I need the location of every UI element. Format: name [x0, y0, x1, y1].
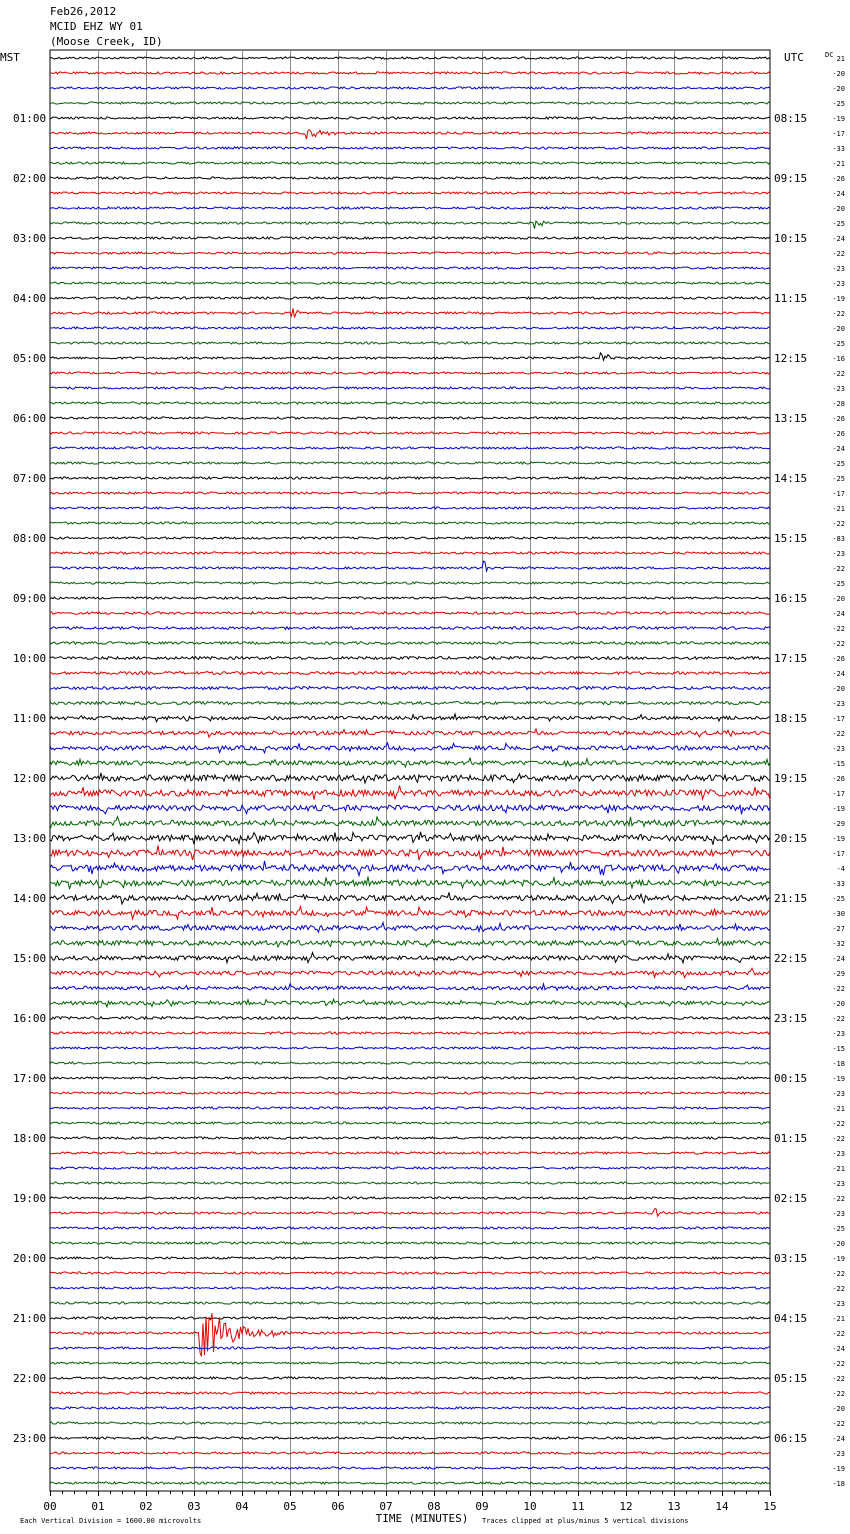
- x-tick-label: 04: [235, 1500, 249, 1513]
- mst-hour-label: 23:00: [13, 1432, 47, 1445]
- x-tick-label: 05: [283, 1500, 297, 1513]
- mst-hour-label: 02:00: [13, 172, 47, 185]
- seismic-trace: [50, 1209, 770, 1216]
- dc-offset-value: -28: [832, 400, 845, 408]
- seismic-trace: [50, 773, 770, 783]
- mst-hour-label: 15:00: [13, 952, 47, 965]
- utc-hour-label: 09:15: [774, 172, 808, 185]
- utc-hour-label: 16:15: [774, 592, 808, 605]
- seismic-trace: [50, 743, 770, 753]
- mst-hour-label: 20:00: [13, 1252, 47, 1265]
- dc-offset-value: -19: [832, 1075, 845, 1083]
- dc-offset-value: -20: [832, 685, 845, 693]
- dc-offset-value: -18: [832, 1060, 845, 1068]
- seismic-trace: [50, 1422, 770, 1424]
- seismic-trace: [50, 402, 770, 404]
- seismic-trace: [50, 1227, 770, 1229]
- dc-offset-value: -22: [832, 1120, 845, 1128]
- mst-hour-label: 01:00: [13, 112, 47, 125]
- utc-hour-label: 12:15: [774, 352, 808, 365]
- dc-offset-value: -22: [832, 520, 845, 528]
- seismic-trace: [50, 1122, 770, 1124]
- mst-hour-label: 05:00: [13, 352, 47, 365]
- x-tick-label: 06: [331, 1500, 345, 1513]
- dc-offset-value: -21: [832, 1105, 845, 1113]
- seismic-trace: [50, 252, 770, 254]
- seismic-trace: [50, 297, 770, 299]
- dc-offset-value: -24: [832, 445, 845, 453]
- seismic-trace: [50, 102, 770, 104]
- dc-offset-value: -19: [832, 1255, 845, 1263]
- seismic-trace: [50, 805, 770, 814]
- seismic-trace: [50, 537, 770, 539]
- dc-offset-value: -26: [832, 415, 845, 423]
- seismic-trace: [50, 447, 770, 449]
- dc-offset-value: -19: [832, 295, 845, 303]
- seismic-trace: [50, 817, 770, 830]
- seismic-trace: [50, 57, 770, 59]
- dc-offset-value: -22: [832, 1360, 845, 1368]
- dc-offset-value: -17: [832, 130, 845, 138]
- dc-offset-value: -83: [832, 535, 845, 543]
- dc-offset-value: -23: [832, 550, 845, 558]
- dc-offset-value: -23: [832, 1450, 845, 1458]
- seismic-trace: [50, 657, 770, 660]
- dc-offset-value: -27: [832, 925, 845, 933]
- dc-offset-value: -20: [832, 1240, 845, 1248]
- dc-offset-value: -22: [832, 1330, 845, 1338]
- dc-offset-value: -22: [832, 1390, 845, 1398]
- seismic-trace: [50, 1047, 770, 1049]
- utc-hour-label: 02:15: [774, 1192, 808, 1205]
- mst-hour-label: 03:00: [13, 232, 47, 245]
- dc-offset-value: -25: [832, 340, 845, 348]
- dc-offset-value: -19: [832, 1465, 845, 1473]
- seismic-trace: [50, 1287, 770, 1289]
- seismic-trace: [50, 1377, 770, 1379]
- vertical-division-note: Each Vertical Division = 1600.00 microvolts: [20, 1517, 202, 1525]
- chart-date: Feb26,2012: [50, 5, 117, 18]
- mst-hour-label: 18:00: [13, 1132, 47, 1145]
- mst-hour-label: 06:00: [13, 412, 47, 425]
- seismic-trace: [50, 267, 770, 269]
- seismic-trace: [50, 1032, 770, 1034]
- dc-offset-value: -33: [832, 880, 845, 888]
- seismic-trace: [50, 117, 770, 119]
- dc-offset-value: -22: [832, 640, 845, 648]
- seismic-trace: [50, 177, 770, 179]
- dc-offset-value: -15: [832, 760, 845, 768]
- dc-offset-value: -24: [832, 610, 845, 618]
- seismic-trace: [50, 147, 770, 149]
- dc-offset-value: -22: [832, 730, 845, 738]
- mst-hour-label: 08:00: [13, 532, 47, 545]
- dc-offset-value: -32: [832, 940, 845, 948]
- mst-hour-label: 19:00: [13, 1192, 47, 1205]
- dc-offset-value: -22: [832, 250, 845, 258]
- dc-offset-value: -20: [832, 595, 845, 603]
- seismic-trace: [50, 221, 770, 229]
- dc-offset-value: 21: [836, 55, 845, 63]
- x-tick-label: 01: [91, 1500, 105, 1513]
- seismic-trace: [50, 1077, 770, 1079]
- x-tick-label: 15: [763, 1500, 777, 1513]
- mst-hour-label: 13:00: [13, 832, 47, 845]
- x-axis-title: TIME (MINUTES): [375, 1512, 469, 1525]
- dc-offset-value: -22: [832, 985, 845, 993]
- dc-offset-value: -26: [832, 775, 845, 783]
- dc-offset-value: -17: [832, 715, 845, 723]
- seismic-trace: [50, 892, 770, 904]
- seismic-trace: [50, 1092, 770, 1094]
- mst-hour-label: 17:00: [13, 1072, 47, 1085]
- dc-offset-value: -25: [832, 580, 845, 588]
- seismic-trace: [50, 552, 770, 554]
- station-location: (Moose Creek, ID): [50, 35, 163, 48]
- seismic-trace: [50, 308, 770, 317]
- utc-hour-label: 14:15: [774, 472, 808, 485]
- dc-offset-value: -25: [832, 895, 845, 903]
- dc-label: DC: [825, 51, 834, 59]
- seismic-trace: [50, 1152, 770, 1154]
- seismic-trace: [50, 1062, 770, 1064]
- dc-offset-value: -19: [832, 835, 845, 843]
- utc-hour-label: 05:15: [774, 1372, 808, 1385]
- seismic-trace: [50, 923, 770, 933]
- x-tick-label: 09: [475, 1500, 489, 1513]
- seismic-trace: [50, 906, 770, 919]
- x-tick-label: 00: [43, 1500, 57, 1513]
- dc-offset-value: -23: [832, 280, 845, 288]
- seismic-trace: [50, 612, 770, 614]
- dc-offset-value: -21: [832, 160, 845, 168]
- seismic-trace: [50, 1242, 770, 1244]
- mst-hour-label: 16:00: [13, 1012, 47, 1025]
- dc-offset-value: -4: [836, 865, 845, 873]
- dc-offset-value: -17: [832, 790, 845, 798]
- x-tick-label: 13: [667, 1500, 681, 1513]
- dc-offset-value: -22: [832, 1285, 845, 1293]
- seismic-trace: [50, 1467, 770, 1469]
- seismic-trace: [50, 1482, 770, 1484]
- dc-offset-value: -20: [832, 85, 845, 93]
- dc-offset-value: -20: [832, 1000, 845, 1008]
- seismic-trace: [50, 702, 770, 705]
- seismic-trace: [50, 72, 770, 74]
- dc-offset-value: -15: [832, 1045, 845, 1053]
- dc-offset-value: -23: [832, 1300, 845, 1308]
- dc-offset-value: -22: [832, 1420, 845, 1428]
- dc-offset-value: -23: [832, 1210, 845, 1218]
- mst-hour-label: 10:00: [13, 652, 47, 665]
- mst-hour-label: 09:00: [13, 592, 47, 605]
- seismic-trace: [50, 758, 770, 767]
- dc-offset-value: -24: [832, 235, 845, 243]
- dc-offset-value: -23: [832, 700, 845, 708]
- dc-offset-value: -23: [832, 1180, 845, 1188]
- dc-offset-value: -26: [832, 430, 845, 438]
- seismic-trace: [50, 1452, 770, 1454]
- dc-offset-value: -21: [832, 1165, 845, 1173]
- seismic-trace: [50, 582, 770, 584]
- seismic-trace: [50, 87, 770, 89]
- mst-hour-label: 04:00: [13, 292, 47, 305]
- utc-hour-label: 01:15: [774, 1132, 808, 1145]
- dc-offset-value: -22: [832, 565, 845, 573]
- dc-offset-value: -17: [832, 850, 845, 858]
- seismic-trace: [50, 342, 770, 344]
- seismic-trace: [50, 1392, 770, 1394]
- dc-offset-value: -33: [832, 145, 845, 153]
- dc-offset-value: -25: [832, 100, 845, 108]
- utc-hour-label: 08:15: [774, 112, 808, 125]
- seismic-trace: [50, 1257, 770, 1259]
- seismic-trace: [50, 462, 770, 464]
- dc-offset-value: -20: [832, 1405, 845, 1413]
- dc-offset-value: -22: [832, 1270, 845, 1278]
- seismic-trace: [50, 561, 770, 571]
- seismic-trace: [50, 417, 770, 419]
- seismic-trace: [50, 845, 770, 860]
- dc-offset-value: -24: [832, 1435, 845, 1443]
- utc-hour-label: 13:15: [774, 412, 808, 425]
- dc-offset-value: -23: [832, 265, 845, 273]
- utc-hour-label: 06:15: [774, 1432, 808, 1445]
- utc-hour-label: 20:15: [774, 832, 808, 845]
- dc-offset-value: -20: [832, 70, 845, 78]
- mst-hour-label: 11:00: [13, 712, 47, 725]
- clipping-note: Traces clipped at plus/minus 5 vertical divisions: [482, 1517, 689, 1525]
- utc-hour-label: 19:15: [774, 772, 808, 785]
- dc-offset-value: -18: [832, 1480, 845, 1488]
- utc-hour-label: 22:15: [774, 952, 808, 965]
- seismic-trace: [50, 327, 770, 329]
- seismic-trace: [50, 237, 770, 239]
- dc-offset-value: -29: [832, 820, 845, 828]
- seismic-trace: [50, 999, 770, 1007]
- seismic-trace: [50, 1362, 770, 1364]
- seismic-trace: [50, 627, 770, 630]
- seismic-trace: [50, 432, 770, 434]
- dc-offset-value: -20: [832, 205, 845, 213]
- dc-offset-value: -26: [832, 175, 845, 183]
- utc-hour-label: 03:15: [774, 1252, 808, 1265]
- seismic-trace: [50, 192, 770, 194]
- seismic-trace: [50, 207, 770, 209]
- seismic-trace: [50, 832, 770, 845]
- utc-hour-label: 23:15: [774, 1012, 808, 1025]
- seismic-trace: [50, 642, 770, 645]
- dc-offset-value: -22: [832, 1015, 845, 1023]
- seismic-trace: [50, 1182, 770, 1184]
- dc-offset-value: -22: [832, 1135, 845, 1143]
- utc-hour-label: 21:15: [774, 892, 808, 905]
- dc-offset-value: -17: [832, 490, 845, 498]
- seismic-trace: [50, 968, 770, 977]
- dc-offset-value: -22: [832, 310, 845, 318]
- dc-offset-value: -24: [832, 670, 845, 678]
- seismic-trace: [50, 353, 770, 360]
- seismic-trace: [50, 282, 770, 284]
- seismic-trace: [50, 162, 770, 164]
- dc-offset-value: -25: [832, 460, 845, 468]
- dc-offset-value: -25: [832, 1225, 845, 1233]
- mst-hour-label: 22:00: [13, 1372, 47, 1385]
- seismic-trace: [50, 1197, 770, 1199]
- seismic-trace: [50, 1107, 770, 1109]
- seismic-trace: [50, 672, 770, 675]
- dc-offset-value: -23: [832, 1090, 845, 1098]
- dc-offset-value: -30: [832, 910, 845, 918]
- dc-offset-value: -21: [832, 505, 845, 513]
- utc-hour-label: 04:15: [774, 1312, 808, 1325]
- seismic-trace: [50, 130, 770, 139]
- dc-offset-value: -16: [832, 355, 845, 363]
- dc-offset-value: -22: [832, 370, 845, 378]
- seismic-trace: [50, 477, 770, 479]
- utc-hour-label: 15:15: [774, 532, 808, 545]
- seismic-trace: [50, 372, 770, 374]
- x-tick-label: 12: [619, 1500, 633, 1513]
- utc-hour-label: 11:15: [774, 292, 808, 305]
- x-tick-label: 14: [715, 1500, 729, 1513]
- seismic-trace: [50, 729, 770, 737]
- x-tick-label: 03: [187, 1500, 201, 1513]
- dc-offset-value: -23: [832, 1150, 845, 1158]
- mst-hour-label: 07:00: [13, 472, 47, 485]
- seismic-trace: [50, 387, 770, 389]
- utc-hour-label: 00:15: [774, 1072, 808, 1085]
- x-tick-label: 11: [571, 1500, 585, 1513]
- dc-offset-value: -29: [832, 970, 845, 978]
- mst-hour-label: 21:00: [13, 1312, 47, 1325]
- seismic-trace: [50, 1272, 770, 1274]
- seismic-trace: [50, 861, 770, 876]
- dc-offset-value: -19: [832, 805, 845, 813]
- dc-offset-value: -20: [832, 325, 845, 333]
- seismic-trace: [50, 1302, 770, 1304]
- x-tick-label: 10: [523, 1500, 537, 1513]
- dc-offset-value: -21: [832, 1315, 845, 1323]
- seismic-trace: [50, 1347, 770, 1349]
- dc-offset-value: -26: [832, 655, 845, 663]
- dc-offset-value: -24: [832, 1345, 845, 1353]
- utc-hour-label: 10:15: [774, 232, 808, 245]
- seismic-trace: [50, 953, 770, 963]
- seismic-trace: [50, 1437, 770, 1439]
- dc-offset-value: -24: [832, 955, 845, 963]
- mst-hour-label: 14:00: [13, 892, 47, 905]
- utc-hour-label: 18:15: [774, 712, 808, 725]
- seismic-trace: [50, 1137, 770, 1139]
- seismic-trace: [50, 1317, 770, 1319]
- seismic-trace: [50, 1407, 770, 1409]
- dc-offset-value: -22: [832, 1195, 845, 1203]
- seismic-trace: [50, 1017, 770, 1020]
- x-tick-label: 08: [427, 1500, 441, 1513]
- seismic-trace: [50, 877, 770, 890]
- utc-axis-label: UTC: [784, 51, 804, 64]
- seismic-trace: [50, 687, 770, 690]
- dc-offset-value: -23: [832, 1030, 845, 1038]
- seismic-trace: [50, 492, 770, 494]
- mst-hour-label: 12:00: [13, 772, 47, 785]
- seismic-trace: [50, 786, 770, 800]
- seismic-trace: [50, 522, 770, 524]
- plot-frame: [50, 50, 770, 1491]
- seismic-trace: [50, 597, 770, 599]
- x-tick-label: 02: [139, 1500, 153, 1513]
- seismic-trace: [50, 1167, 770, 1169]
- dc-offset-value: -25: [832, 475, 845, 483]
- seismic-trace: [50, 938, 770, 947]
- seismic-trace: [50, 984, 770, 990]
- dc-offset-value: -19: [832, 115, 845, 123]
- dc-offset-value: -22: [832, 625, 845, 633]
- dc-offset-value: -23: [832, 385, 845, 393]
- dc-offset-value: -24: [832, 190, 845, 198]
- x-tick-label: 07: [379, 1500, 393, 1513]
- dc-offset-value: -22: [832, 1375, 845, 1383]
- seismic-trace: [50, 714, 770, 722]
- station-name: MCID EHZ WY 01: [50, 20, 143, 33]
- seismic-trace: [50, 507, 770, 509]
- dc-offset-value: -25: [832, 220, 845, 228]
- dc-offset-value: -23: [832, 745, 845, 753]
- utc-hour-label: 17:15: [774, 652, 808, 665]
- seismic-trace: [50, 1313, 770, 1356]
- mst-axis-label: MST: [0, 51, 20, 64]
